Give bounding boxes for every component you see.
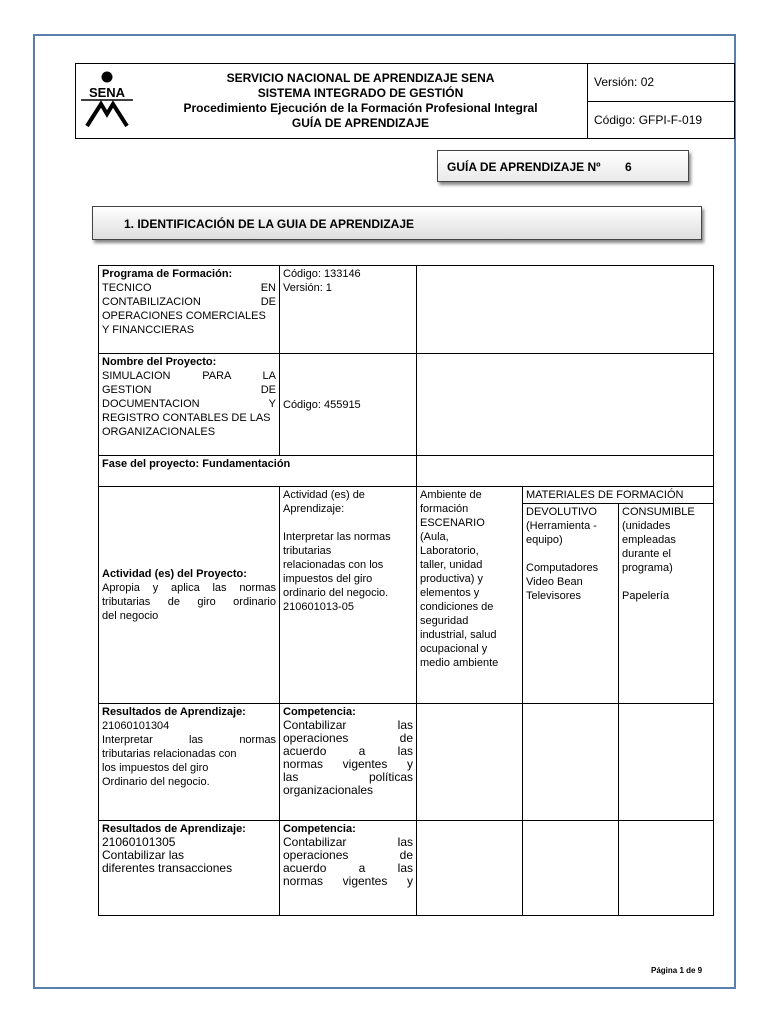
proyecto-codigo: Código: 455915: [283, 398, 361, 411]
competencia2-text: las: [397, 861, 413, 875]
ambiente-text: seguridad: [420, 615, 469, 627]
actividad-proyecto-text: Apropia y aplica las normas: [102, 582, 276, 594]
actividad-aprendizaje-cell: [280, 487, 417, 704]
consumible-text: (unidades: [622, 520, 671, 532]
competencia1-text: de: [399, 731, 413, 745]
proyecto-text: SIMULACION: [102, 370, 171, 382]
empty-cell: [417, 456, 714, 487]
proyecto-cell: [99, 354, 280, 456]
ambiente-text: medio ambiente: [420, 657, 499, 669]
ambiente-text: industrial, salud: [420, 629, 497, 641]
actividad-aprendizaje-text: impuestos del giro: [283, 573, 373, 585]
sena-logo-icon: [79, 68, 135, 132]
fase-cell: [99, 456, 417, 487]
resultado1-text: los impuestos del giro: [102, 762, 209, 774]
devolutivo-cell: [523, 504, 619, 704]
ambiente-text: Ambiente de: [420, 489, 482, 501]
proyecto-text: Y: [268, 398, 276, 410]
programa-text: TECNICO: [102, 282, 152, 294]
actividad-aprendizaje-text: relacionadas con los: [283, 559, 384, 571]
competencia1-text: las: [397, 744, 413, 758]
actividad-proyecto-text: del negocio: [102, 610, 159, 622]
resultado1-row: [99, 704, 714, 821]
actividad-aprendizaje-text: Actividad (es) de: [283, 489, 365, 501]
empty-cell: [619, 821, 714, 916]
programa-version: Versión: 1: [283, 282, 332, 294]
programa-text: EN: [260, 282, 276, 294]
resultado1-cell: [99, 704, 280, 821]
section-heading-box: [92, 206, 702, 240]
consumible-text: programa): [622, 562, 673, 574]
header-line2: SISTEMA INTEGRADO DE GESTIÓN: [257, 86, 464, 100]
competencia1-text: políticas: [368, 770, 413, 784]
resultado1-text: las: [189, 734, 204, 746]
consumible-cell: [619, 504, 714, 704]
competencia2-text: de: [399, 848, 413, 862]
ambiente-text: ocupacional y: [420, 643, 488, 655]
version-cell: Versión: 02: [588, 64, 735, 102]
ambiente-text: (Aula,: [420, 531, 449, 543]
competencia2-cell: [280, 821, 417, 916]
competencia2-text: las: [397, 835, 413, 849]
guia-number: 6: [625, 160, 632, 174]
actividad-proyecto-label: Actividad (es) del Proyecto:: [102, 568, 247, 580]
competencia1-text: vigentes: [342, 757, 388, 771]
codigo-cell: Código: GFPI-F-019: [588, 101, 735, 139]
competencia1-label: Competencia:: [283, 706, 356, 718]
programa-text: CONTABILIZACION: [102, 296, 201, 308]
proyecto-text: GESTION: [102, 384, 152, 396]
competencia1-text: las: [283, 770, 299, 784]
header-line1: SERVICIO NACIONAL DE APRENDIZAJE SENA: [226, 71, 495, 85]
consumible-text: empleadas: [622, 534, 676, 546]
devolutivo-item: Televisores: [526, 590, 582, 602]
consumible-text: CONSUMIBLE: [622, 506, 695, 518]
resultado2-code: 21060101305: [102, 835, 176, 849]
document-header: [75, 63, 735, 139]
actividad-aprendizaje-text: Interpretar las normas: [283, 531, 391, 543]
devolutivo-item: Computadores: [526, 562, 599, 574]
programa-cell: [99, 266, 280, 354]
ambiente-text: Laboratorio,: [420, 545, 479, 557]
resultado1-text: tributarias relacionadas con: [102, 748, 237, 760]
proyecto-text: REGISTRO CONTABLES DE LAS: [102, 412, 271, 424]
header-line4: GUÍA DE APRENDIZAJE: [291, 116, 430, 130]
header-title-cell: [134, 64, 588, 139]
resultado1-text: Interpretar: [102, 734, 153, 746]
ambiente-text: condiciones de: [420, 601, 494, 613]
resultado2-label: Resultados de Aprendizaje:: [102, 823, 246, 835]
ambiente-text: productiva) y: [420, 573, 483, 585]
competencia1-text: a: [358, 744, 366, 758]
programa-text: Y FINANCCIERAS: [102, 324, 195, 336]
resultado2-row: [99, 821, 714, 916]
section-title: 1. IDENTIFICACIÓN DE LA GUIA DE APRENDIZAJE: [124, 217, 415, 231]
programa-codigo: Código: 133146: [283, 268, 361, 280]
programa-text: DE: [260, 296, 276, 308]
devolutivo-item: Video Bean: [526, 576, 583, 588]
actividad-aprendizaje-text: tributarias: [283, 545, 332, 557]
resultado1-text: normas: [239, 734, 276, 746]
devolutivo-text: (Herramienta -: [526, 520, 597, 532]
competencia2-text: a: [358, 861, 366, 875]
fase-row: [99, 456, 714, 487]
header-line3: Procedimiento Ejecución de la Formación Profesional Integral: [183, 101, 538, 115]
resultado2-text: diferentes transacciones: [102, 861, 233, 875]
competencia1-cell: [280, 704, 417, 821]
devolutivo-text: equipo): [526, 534, 563, 546]
actividad-aprendizaje-text: 210601013-05: [283, 601, 354, 613]
ambiente-cell: [417, 487, 523, 704]
actividad-proyecto-text: tributarias de giro ordinario: [102, 596, 276, 608]
empty-cell: [619, 704, 714, 821]
competencia1-text: las: [397, 718, 413, 732]
competencia1-text: operaciones: [283, 731, 349, 745]
competencia2-text: acuerdo: [283, 861, 327, 875]
resultado1-code: 21060101304: [102, 720, 170, 732]
competencia1-text: Contabilizar: [283, 718, 347, 732]
ambiente-text: formación: [420, 503, 469, 515]
page-number: Página 1 de 9: [651, 966, 703, 975]
proyecto-text: LA: [262, 370, 276, 382]
consumible-item: Papelería: [622, 590, 670, 602]
actividad-row-top: [99, 487, 714, 504]
proyecto-text: DE: [260, 384, 276, 396]
proyecto-text: DOCUMENTACION: [102, 398, 200, 410]
logo-text: SENA: [88, 85, 126, 100]
devolutivo-text: DEVOLUTIVO: [526, 506, 597, 518]
proyecto-code-cell: [280, 354, 417, 456]
empty-cell: [417, 354, 714, 456]
competencia2-text: y: [407, 874, 413, 888]
competencia1-text: acuerdo: [283, 744, 327, 758]
materiales-title: MATERIALES DE FORMACIÓN: [526, 489, 684, 501]
empty-cell: [417, 704, 523, 821]
competencia1-text: normas: [283, 757, 324, 771]
empty-cell: [523, 704, 619, 821]
competencia2-text: operaciones: [283, 848, 349, 862]
resultado1-label: Resultados de Aprendizaje:: [102, 706, 246, 718]
resultado2-cell: [99, 821, 280, 916]
proyecto-text: PARA: [202, 370, 231, 382]
proyecto-row: [99, 354, 714, 456]
ambiente-text: elementos y: [420, 587, 480, 599]
programa-label: Programa de Formación:: [102, 268, 233, 280]
programa-row: [99, 266, 714, 354]
ambiente-text: taller, unidad: [420, 559, 483, 571]
programa-text: OPERACIONES COMERCIALES: [102, 310, 266, 322]
identification-table: [98, 265, 714, 916]
guia-label: GUÍA DE APRENDIZAJE Nº: [447, 160, 601, 174]
actividad-proyecto-cell: [99, 487, 280, 704]
empty-cell: [523, 821, 619, 916]
proyecto-text: ORGANIZACIONALES: [102, 426, 216, 438]
competencia2-text: Contabilizar: [283, 835, 347, 849]
resultado2-text: Contabilizar las: [102, 848, 185, 862]
ambiente-text: ESCENARIO: [420, 517, 485, 529]
consumible-text: durante el: [622, 548, 671, 560]
guia-number-box: [437, 150, 689, 182]
competencia2-text: vigentes: [342, 874, 388, 888]
logo-cell: [76, 64, 135, 139]
competencia2-text: normas: [283, 874, 324, 888]
programa-code-cell: [280, 266, 417, 354]
competencia1-text: organizacionales: [283, 783, 374, 797]
competencia1-text: y: [407, 757, 413, 771]
fase-text: Fase del proyecto: Fundamentación: [102, 458, 291, 470]
actividad-aprendizaje-text: Aprendizaje:: [283, 503, 345, 515]
empty-cell: [417, 266, 714, 354]
proyecto-label: Nombre del Proyecto:: [102, 356, 217, 368]
resultado1-text: Ordinario del negocio.: [102, 776, 210, 788]
actividad-aprendizaje-text: ordinario del negocio.: [283, 587, 389, 599]
competencia2-label: Competencia:: [283, 823, 356, 835]
empty-cell: [417, 821, 523, 916]
materiales-title-cell: [523, 487, 714, 504]
